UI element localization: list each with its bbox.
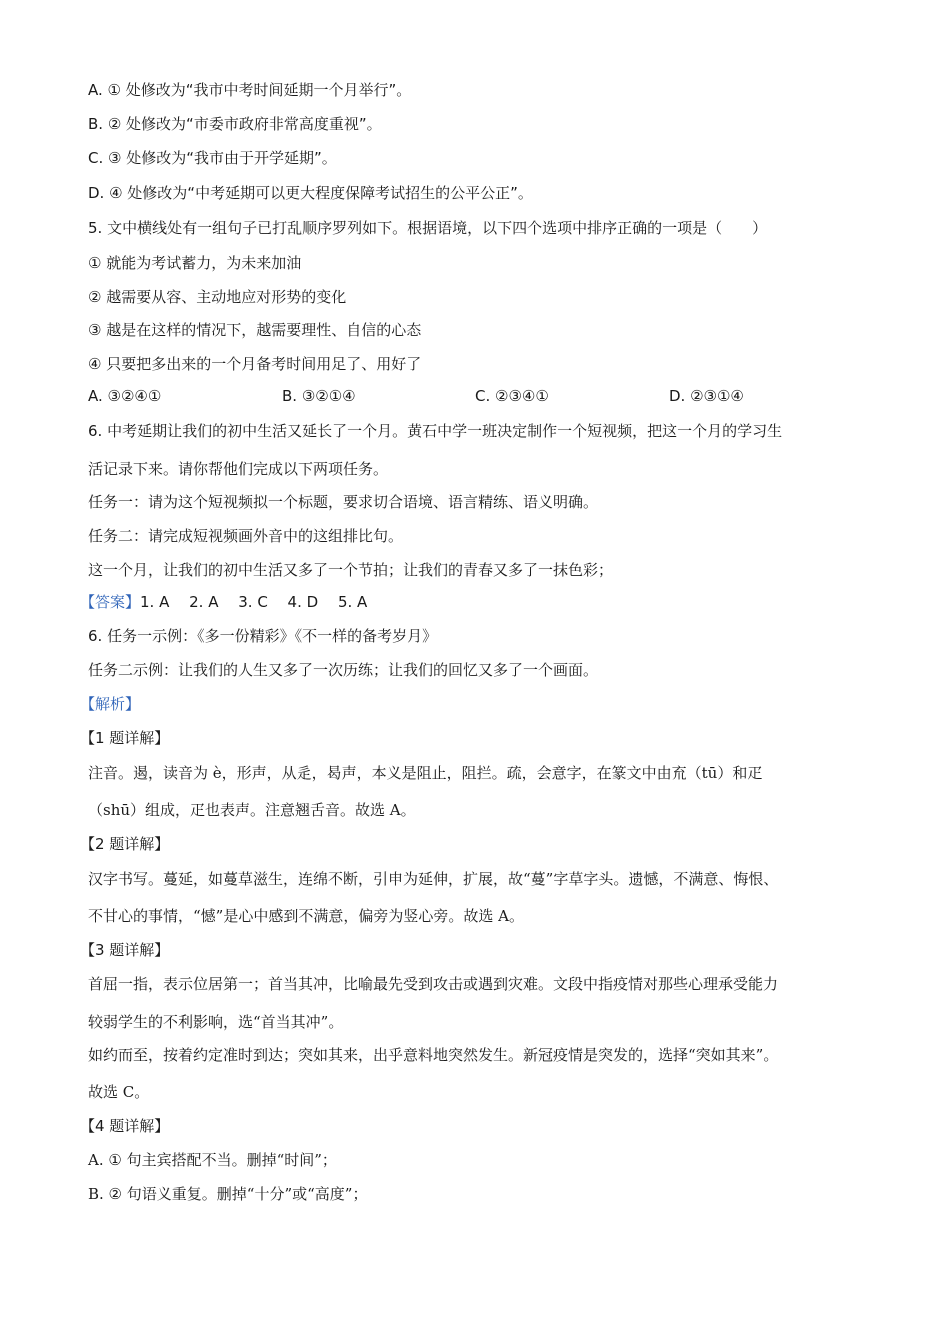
analysis-4-option-b: B. ② 句语义重复。删掉“十分”或“高度”； — [88, 1185, 368, 1203]
q6-task-2: 任务二：请完成短视频画外音中的这组排比句。 — [88, 527, 404, 545]
q4-option-c: C. ③ 处修改为“我市由于开学延期”。 — [88, 149, 337, 167]
analysis-heading-2: 【2 题详解】 — [80, 835, 170, 853]
answer-text: 1. A 2. A 3. C 4. D 5. A — [140, 593, 368, 611]
q4-option-a: A. ① 处修改为“我市中考时间延期一个月举行”。 — [88, 81, 412, 99]
q6-stem-line-1: 6. 中考延期让我们的初中生活又延长了一个月。黄石中学一班决定制作一个短视频，把这一个月的学习生 — [88, 422, 783, 440]
answer-line — [80, 592, 367, 612]
q5-option-d: D. ②③①④ — [669, 387, 744, 405]
analysis-heading-3: 【3 题详解】 — [80, 941, 170, 959]
q4-option-b: B. ② 处修改为“市委市政府非常高度重视”。 — [88, 115, 382, 133]
analysis-heading-4: 【4 题详解】 — [80, 1117, 170, 1135]
analysis-2-line-2: 不甘心的事情，“憾”是心中感到不满意，偏旁为竖心旁。故选 A。 — [88, 907, 524, 925]
q5-option-b: B. ③②①④ — [282, 387, 356, 405]
q5-option-a: A. ③②④① — [88, 387, 162, 405]
answer-tag: 【答案】 — [80, 593, 141, 611]
q5-sentence-1: ① 就能为考试蓄力，为未来加油 — [88, 254, 302, 272]
q5-sentence-4: ④ 只要把多出来的一个月备考时间用足了、用好了 — [88, 355, 422, 373]
analysis-3-line-4: 故选 C。 — [88, 1083, 150, 1101]
analysis-4-option-a: A. ① 句主宾搭配不当。删掉“时间”； — [88, 1151, 337, 1169]
analysis-tag: 【解析】 — [80, 695, 141, 713]
q4-option-d: D. ④ 处修改为“中考延期可以更大程度保障考试招生的公平公正”。 — [88, 184, 533, 202]
q6-stem-line-2: 活记录下来。请你帮他们完成以下两项任务。 — [88, 460, 389, 478]
analysis-1-line-1: 注音。遏，读音为 è，形声，从辵，曷声，本义是阻止，阻拦。疏，会意字，在篆文中由㐬（tū）和疋 — [88, 764, 763, 782]
analysis-2-line-1: 汉字书写。蔓延，如蔓草滋生，连绵不断，引申为延伸，扩展，故“蔓”字草字头。遗憾，不满意、悔恨、 — [88, 870, 779, 888]
analysis-3-line-2: 较弱学生的不利影响，选“首当其冲”。 — [88, 1013, 344, 1031]
analysis-3-line-3: 如约而至，按着约定准时到达；突如其来，出乎意料地突然发生。新冠疫情是突发的，选择“突如其来”。 — [88, 1046, 779, 1064]
analysis-1-line-2: （shū）组成，疋也表声。注意翘舌音。故选 A。 — [88, 801, 416, 819]
q5-option-c: C. ②③④① — [475, 387, 549, 405]
answer-q6-task-1: 6. 任务一示例：《多一份精彩》《不一样的备考岁月》 — [88, 627, 438, 645]
q5-sentence-3: ③ 越是在这样的情况下，越需要理性、自信的心态 — [88, 321, 422, 339]
analysis-3-line-1: 首屈一指，表示位居第一；首当其冲，比喻最先受到攻击或遇到灾难。文段中指疫情对那些心理承受能力 — [88, 975, 779, 993]
answer-q6-task-2: 任务二示例：让我们的人生又多了一次历练；让我们的回忆又多了一个画面。 — [88, 661, 599, 679]
analysis-heading-1: 【1 题详解】 — [80, 729, 170, 747]
q6-task-1: 任务一：请为这个短视频拟一个标题，要求切合语境、语言精练、语义明确。 — [88, 493, 599, 511]
q5-sentence-2: ② 越需要从容、主动地应对形势的变化 — [88, 288, 347, 306]
q5-stem: 5. 文中横线处有一组句子已打乱顺序罗列如下。根据语境，以下四个选项中排序正确的一项是（ ） — [88, 219, 768, 237]
q6-sentence: 这一个月，让我们的初中生活又多了一个节拍；让我们的青春又多了一抹色彩； — [88, 561, 614, 579]
